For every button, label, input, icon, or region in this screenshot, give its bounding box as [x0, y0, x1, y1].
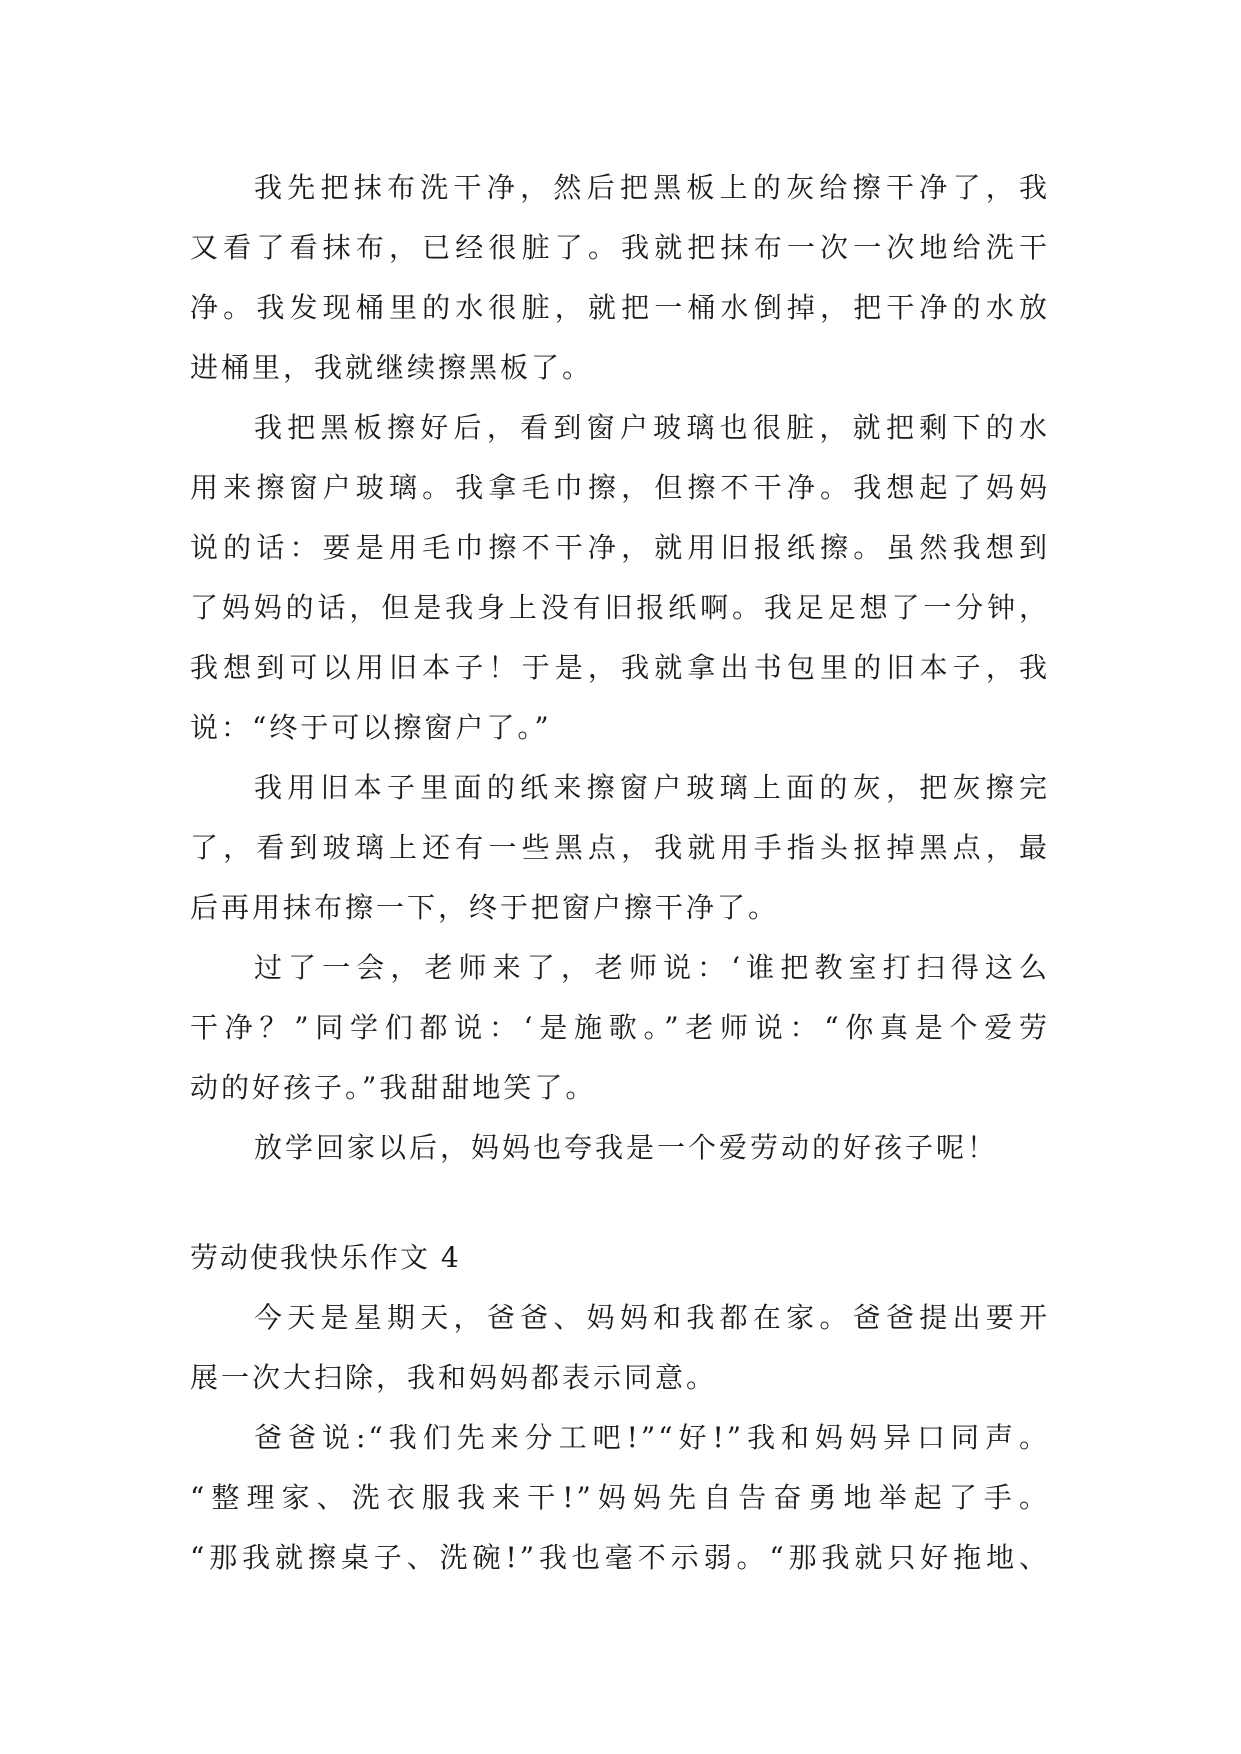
text-line: 爸爸说:“我们先来分工吧!”“好!”我和妈妈异口同声。 [254, 1421, 1050, 1454]
paragraph [190, 1288, 1050, 1408]
text-line: 我想到可以用旧本子！于是，我就拿出书包里的旧本子，我 [190, 651, 1050, 684]
text-line: “那我就擦桌子、洗碗!”我也毫不示弱。“那我就只好拖地、 [190, 1541, 1050, 1574]
text-line: “整理家、洗衣服我来干!”妈妈先自告奋勇地举起了手。 [190, 1481, 1050, 1514]
text-line: 了妈妈的话，但是我身上没有旧报纸啊。我足足想了一分钟， [190, 591, 1050, 624]
text-line: 我先把抹布洗干净，然后把黑板上的灰给擦干净了，我 [254, 171, 1050, 204]
text-line: 展一次大扫除，我和妈妈都表示同意。 [190, 1361, 718, 1394]
text-line: 又看了看抹布，已经很脏了。我就把抹布一次一次地给洗干 [190, 231, 1050, 264]
paragraph [190, 1408, 1050, 1588]
section-title: 劳动使我快乐作文 4 [190, 1241, 461, 1274]
text-line: 说的话：要是用毛巾擦不干净，就用旧报纸擦。虽然我想到 [190, 531, 1050, 564]
paragraph [190, 758, 1050, 938]
text-line: 动的好孩子。”我甜甜地笑了。 [190, 1071, 597, 1104]
paragraph [190, 938, 1050, 1118]
text-line: 今天是星期天，爸爸、妈妈和我都在家。爸爸提出要开 [254, 1301, 1050, 1334]
text-line: 过了一会，老师来了，老师说：‘谁把教室打扫得这么 [254, 951, 1050, 984]
text-line: 用来擦窗户玻璃。我拿毛巾擦，但擦不干净。我想起了妈妈 [190, 471, 1050, 504]
text-line: 了，看到玻璃上还有一些黑点，我就用手指头抠掉黑点，最 [190, 831, 1050, 864]
text-line: 进桶里，我就继续擦黑板了。 [190, 351, 594, 384]
paragraph [190, 158, 1050, 398]
paragraph [190, 398, 1050, 758]
text-line: 我用旧本子里面的纸来擦窗户玻璃上面的灰，把灰擦完 [254, 771, 1050, 804]
document-body [190, 158, 1050, 1588]
text-line: 我把黑板擦好后，看到窗户玻璃也很脏，就把剩下的水 [254, 411, 1050, 444]
text-line: 放学回家以后，妈妈也夸我是一个爱劳动的好孩子呢！ [254, 1131, 999, 1164]
text-line: 说：“终于可以擦窗户了。” [190, 711, 552, 744]
text-line: 净。我发现桶里的水很脏，就把一桶水倒掉，把干净的水放 [190, 291, 1050, 324]
text-line: 干净？”同学们都说：‘是施歌。”老师说：“你真是个爱劳 [190, 1011, 1050, 1044]
paragraph [190, 1118, 1050, 1178]
text-line: 后再用抹布擦一下，终于把窗户擦干净了。 [190, 891, 780, 924]
